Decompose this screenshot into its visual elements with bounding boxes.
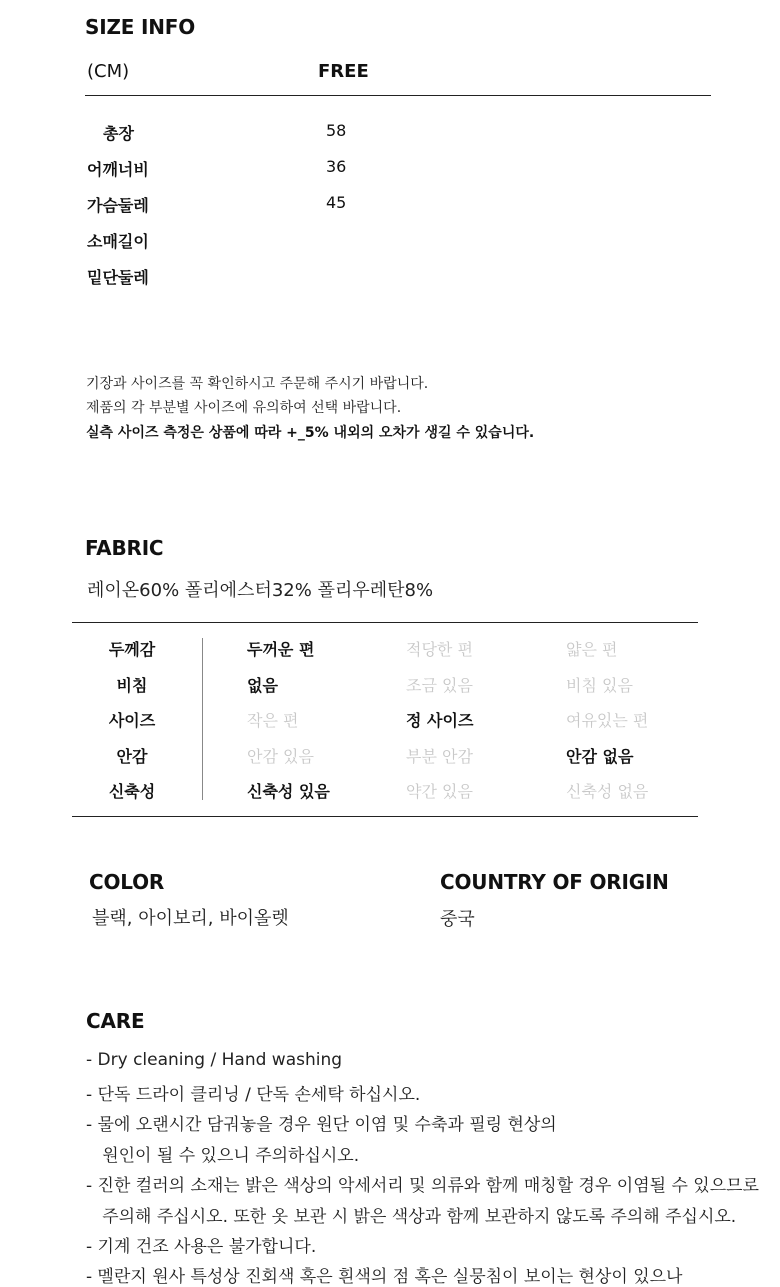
- care-item: 원인이 될 수 있으니 주의하십시오.: [86, 1146, 360, 1166]
- fabric-option: 부분 안감: [406, 747, 473, 766]
- fabric-grid-label: 안감: [116, 747, 148, 766]
- fabric-option-selected: 두꺼운 편: [247, 640, 315, 659]
- fabric-option: 적당한 편: [406, 640, 473, 659]
- size-note: 기장과 사이즈를 꼭 확인하시고 주문해 주시기 바랍니다.: [86, 376, 429, 392]
- care-item: - Dry cleaning / Hand washing: [86, 1050, 343, 1070]
- care-item: - 단독 드라이 클리닝 / 단독 손세탁 하십시오.: [86, 1085, 421, 1105]
- size-free-label: FREE: [318, 61, 369, 82]
- fabric-option: 여유있는 편: [566, 711, 649, 730]
- fabric-option: 안감 있음: [247, 747, 314, 766]
- fabric-option: 약간 있음: [406, 782, 473, 801]
- fabric-option-selected: 안감 없음: [566, 747, 634, 766]
- size-row-label: 어깨너비: [87, 160, 149, 179]
- fabric-grid-divider: [202, 638, 203, 800]
- fabric-option: 신축성 없음: [566, 782, 649, 801]
- size-row-value: 45: [326, 193, 347, 212]
- fabric-option: 얇은 편: [566, 640, 618, 659]
- fabric-grid-label: 비침: [116, 676, 148, 695]
- care-item: - 진한 컬러의 소재는 밝은 색상의 악세서리 및 의류와 함께 매칭할 경우 이염될 수 있으므로: [86, 1176, 759, 1196]
- fabric-composition: 레이온60% 폴리에스터32% 폴리우레탄8%: [87, 580, 434, 601]
- fabric-grid-top-rule: [72, 622, 698, 623]
- fabric-option: 비침 있음: [566, 676, 633, 695]
- size-row-label: 소매길이: [87, 232, 149, 251]
- size-row-value: 36: [326, 157, 347, 176]
- origin-value: 중국: [440, 909, 475, 930]
- fabric-option-selected: 신축성 있음: [247, 782, 330, 801]
- size-header-divider: [85, 95, 711, 96]
- fabric-grid-bottom-rule: [72, 816, 698, 817]
- care-item: - 물에 오랜시간 담궈놓을 경우 원단 이염 및 수축과 필링 현상의: [86, 1115, 557, 1135]
- fabric-grid-label: 신축성: [108, 782, 156, 801]
- origin-title: COUNTRY OF ORIGIN: [440, 870, 669, 894]
- size-unit-label: (CM): [87, 61, 130, 82]
- size-note: 제품의 각 부분별 사이즈에 유의하여 선택 바랍니다.: [86, 400, 402, 416]
- size-row-label: 총장: [103, 124, 134, 143]
- care-title: CARE: [86, 1009, 145, 1033]
- size-row-label: 밑단둘레: [87, 268, 149, 287]
- care-item: 주의해 주십시오. 또한 옷 보관 시 밝은 색상과 함께 보관하지 않도록 주의해 주십시오.: [86, 1207, 737, 1227]
- fabric-option-selected: 정 사이즈: [406, 711, 474, 730]
- care-item: - 멜란지 원사 특성상 진회색 혹은 흰색의 점 혹은 실뭉침이 보이는 현상이 있으나: [86, 1267, 683, 1287]
- size-note-bold: 실측 사이즈 측정은 상품에 따라 +_5% 내외의 오차가 생길 수 있습니다.: [86, 425, 535, 441]
- color-title: COLOR: [89, 870, 165, 894]
- color-value: 블랙, 아이보리, 바이올렛: [92, 908, 289, 929]
- size-info-title: SIZE INFO: [85, 15, 196, 39]
- size-row-value: 58: [326, 121, 347, 140]
- fabric-option-selected: 없음: [247, 676, 278, 695]
- care-item: - 기계 건조 사용은 불가합니다.: [86, 1237, 317, 1257]
- fabric-option: 작은 편: [247, 711, 299, 730]
- fabric-title: FABRIC: [85, 536, 164, 560]
- fabric-option: 조금 있음: [406, 676, 473, 695]
- fabric-grid-label: 두께감: [108, 640, 156, 659]
- fabric-grid-label: 사이즈: [108, 711, 156, 730]
- size-row-label: 가슴둘레: [87, 196, 149, 215]
